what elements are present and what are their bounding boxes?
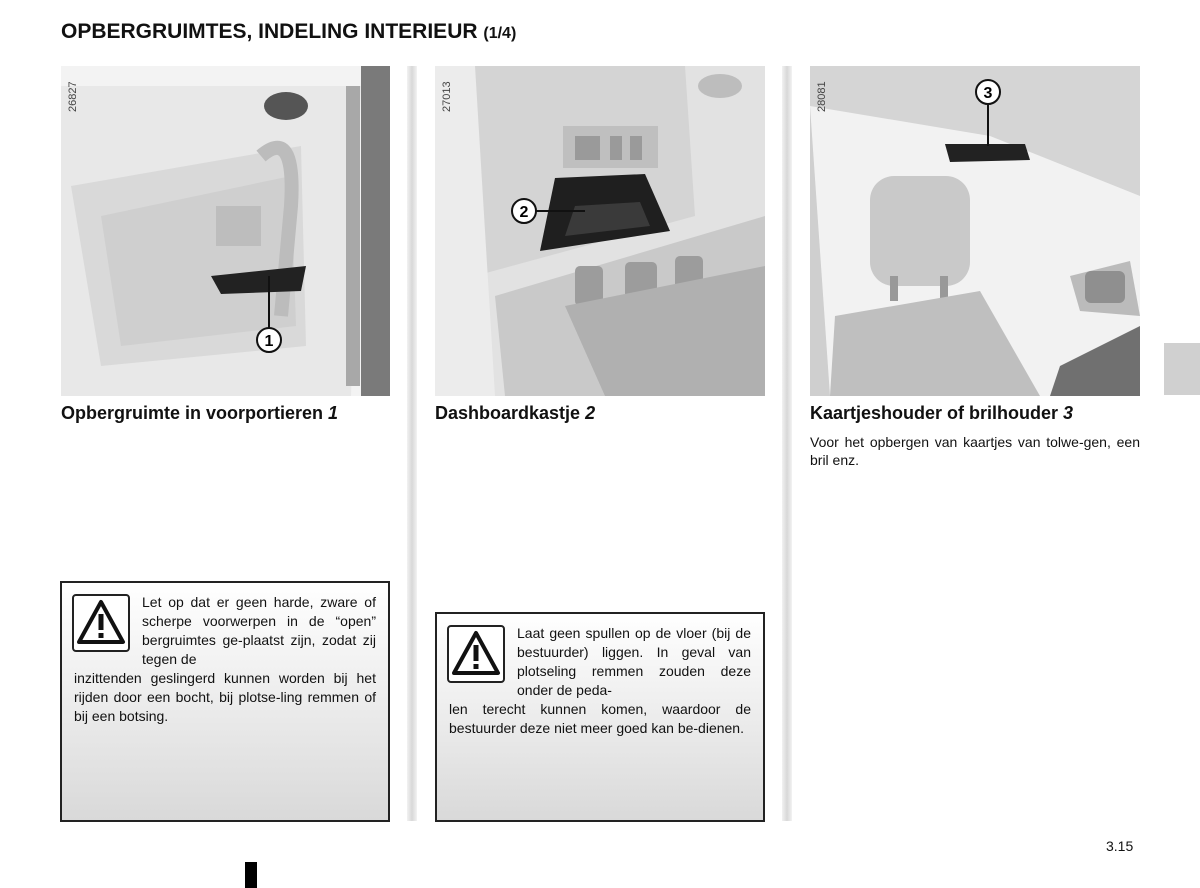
caption-card-holder <box>810 403 1073 424</box>
callout-2-label: 2 <box>519 204 529 221</box>
callout-1-label: 1 <box>264 333 274 350</box>
page-title-part: (1/4) <box>483 25 517 42</box>
caption-text: Dashboardkastje <box>435 403 581 423</box>
warning-box-floor <box>435 612 765 822</box>
caption-door-storage <box>61 403 338 424</box>
photo-card-holder <box>810 66 1140 396</box>
caption-text: Opbergruimte in voorportieren <box>61 403 324 423</box>
door-illustration <box>61 66 390 396</box>
warning-text-wrapped: Laat geen spullen op de vloer (bij de bestuurder) liggen. In geval van plotseling remmen zouden deze onder de peda- <box>517 625 751 698</box>
callout-3-label: 3 <box>983 85 993 102</box>
caption-dashboard <box>435 403 595 424</box>
warning-text-full: len terecht kunnen komen, waardoor de bestuurder deze niet meer goed kan be-dienen. <box>449 701 751 736</box>
photo-door-storage <box>61 66 390 396</box>
warning-box-door <box>60 581 390 822</box>
dashboard-illustration <box>435 66 765 396</box>
headliner-illustration <box>810 66 1140 396</box>
page-number: 3.15 <box>1106 838 1134 854</box>
warning-triangle-icon <box>72 594 130 652</box>
chapter-tab <box>1164 343 1200 395</box>
card-holder-description: Voor het opbergen van kaartjes van tolwe-gen, een bril enz. <box>810 434 1140 468</box>
page-title-text: OPBERGRUIMTES, INDELING INTERIEUR <box>61 20 478 43</box>
photo-dashboard-compartment <box>435 66 765 396</box>
warning-text-full: inzittenden geslingerd kunnen worden bij het rijden door een bocht, bij plotse-ling remmen of bij een botsing. <box>74 670 376 724</box>
warning-triangle-icon <box>447 625 505 683</box>
caption-number: 2 <box>585 403 596 423</box>
page-title <box>61 20 516 44</box>
warning-text-wrapped: Let op dat er geen harde, zware of scherpe voorwerpen in de “open” bergruimtes ge-plaatst zijn, zodat zij tegen de <box>142 594 376 667</box>
photo-code: 26827 <box>67 81 79 112</box>
column-divider-1 <box>407 66 417 821</box>
crop-mark <box>245 862 257 888</box>
caption-text: Kaartjeshouder of brilhouder <box>810 403 1059 423</box>
photo-code: 28081 <box>816 81 828 112</box>
caption-number: 3 <box>1063 403 1074 423</box>
caption-number: 1 <box>328 403 339 423</box>
column-divider-2 <box>782 66 792 821</box>
photo-code: 27013 <box>441 81 453 112</box>
